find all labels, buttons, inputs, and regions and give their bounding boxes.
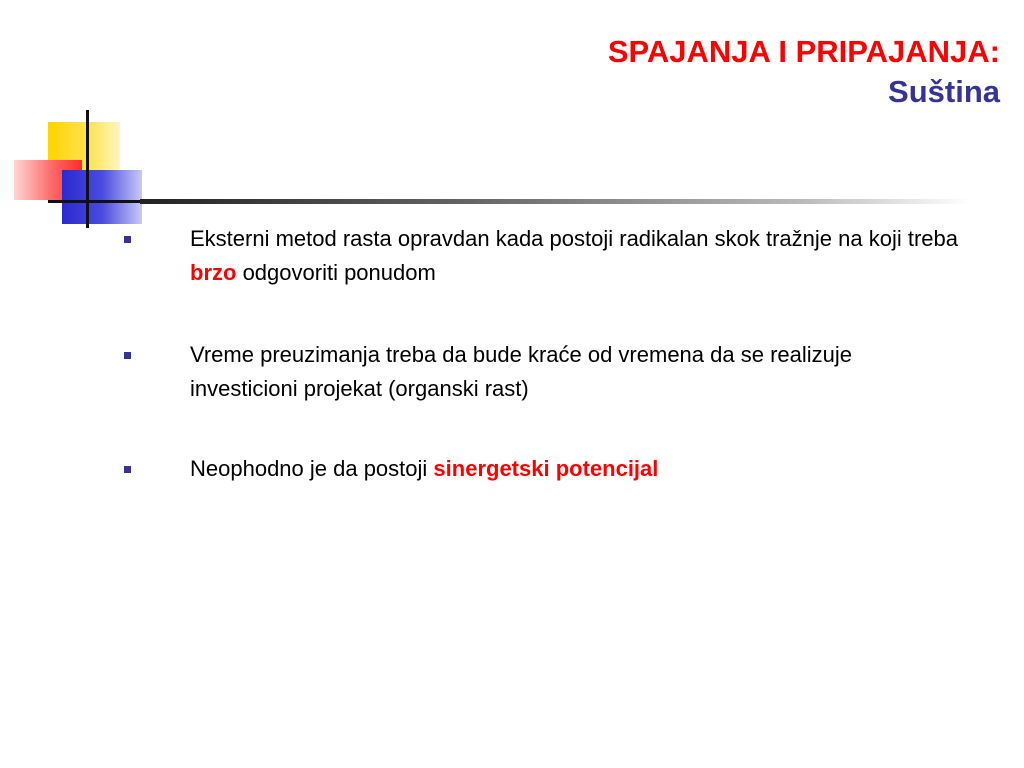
square-bullet-icon (124, 466, 131, 473)
vertical-line-decoration (86, 110, 89, 228)
bullet-list (120, 222, 960, 534)
bullet-text-after: odgovoriti ponudom (236, 260, 436, 285)
bullet-text: Eksterni metod rasta opravdan kada postoji radikalan skok tražnje na koji treba (190, 226, 958, 251)
bullet-item (120, 338, 960, 406)
title-divider-rule (140, 199, 970, 204)
bullet-text: Neophodno je da postoji (190, 456, 434, 481)
square-bullet-icon (124, 236, 131, 243)
slide-subtitle: Suština (888, 74, 1000, 109)
slide-title: SPAJANJA I PRIPAJANJA: (607, 34, 1000, 69)
blue-block-decoration (62, 170, 142, 224)
bullet-text: Vreme preuzimanja treba da bude kraće od vremena da se realizuje investicioni projekat (organski rast) (190, 342, 852, 401)
square-bullet-icon (124, 352, 131, 359)
bullet-highlight: brzo (190, 260, 237, 285)
slide-title-block (608, 32, 1000, 112)
bullet-highlight: sinergetski potencijal (433, 456, 659, 481)
horizontal-line-decoration (48, 200, 145, 203)
bullet-item (120, 222, 960, 290)
bullet-item (120, 452, 960, 486)
